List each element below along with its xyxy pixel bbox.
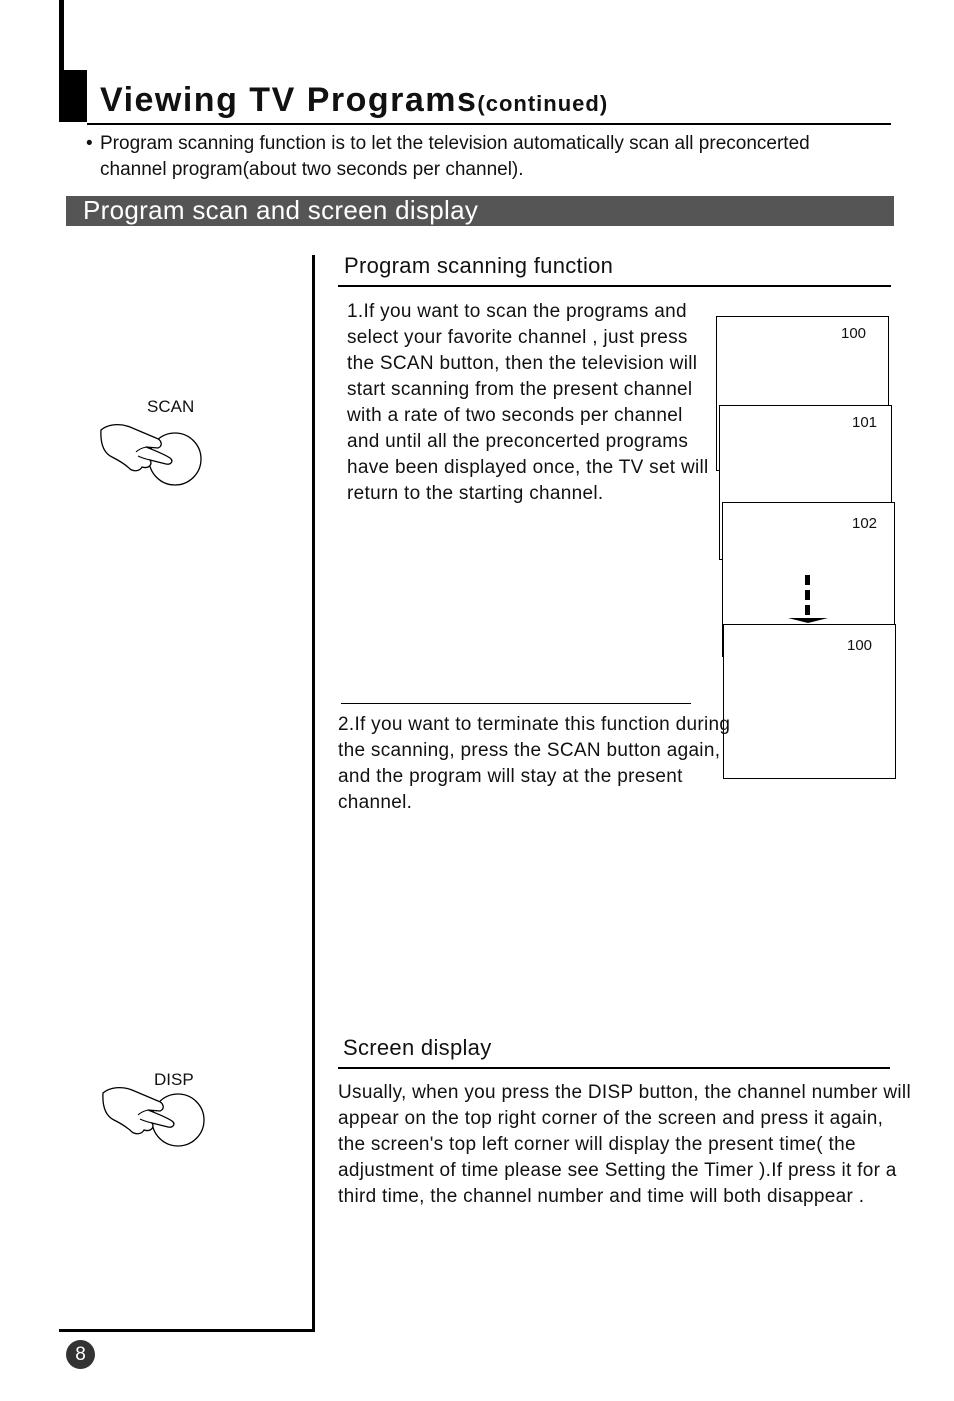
scan-step-1: 1.If you want to scan the programs and select your favorite channel , just press the SCAN button, then the television will start scanning from the present channel with a rate of two seconds per channel and until all the preconcerted programs have been displayed once, the TV set will return to the starting channel. [347, 301, 709, 504]
page-number-badge: 8 [66, 1340, 95, 1369]
display-text: Usually, when you press the DISP button, the channel number will appear on the top right corner of the screen and press it again, the screen's top left corner will display the present time( the adjustment of time please see Setting the Timer ).If press it for a third time, the channel number and time will both disappear . [338, 1082, 911, 1207]
footer-rule [59, 1329, 315, 1332]
down-arrow-icon [786, 574, 830, 626]
page-title [100, 80, 608, 124]
channel-number: 101 [852, 414, 878, 431]
section-title-bar: Program scan and screen display [66, 196, 894, 226]
column-divider [312, 255, 315, 1332]
step-separator [341, 703, 691, 704]
hand-press-scan-icon [98, 420, 206, 488]
channel-number: 102 [852, 515, 878, 532]
scan-step-2: 2.If you want to terminate this function during the scanning, press the SCAN button again, and the program will stay at the present channel. [338, 714, 731, 813]
header-left-bar [59, 0, 64, 70]
channel-number: 100 [841, 325, 867, 342]
channel-number: 100 [847, 637, 873, 654]
page-title-suffix: (continued) [477, 91, 609, 116]
intro-paragraph [86, 131, 866, 183]
display-subheading-rule [338, 1067, 890, 1069]
hand-press-disp-icon [100, 1083, 208, 1151]
disp-button-label: DISP [154, 1070, 194, 1089]
page-title-main: Viewing TV Programs [100, 81, 478, 119]
display-subheading: Screen display [343, 1035, 492, 1060]
title-underline [87, 123, 891, 125]
scan-subheading-rule [338, 285, 891, 287]
intro-text: Program scanning function is to let the television automatically scan all preconcerted channel program(about two seconds per channel). [100, 133, 810, 180]
scan-button-label: SCAN [147, 397, 195, 416]
bullet-icon: • [86, 133, 93, 154]
title-marker-block [59, 70, 87, 122]
scan-subheading: Program scanning function [344, 253, 614, 278]
